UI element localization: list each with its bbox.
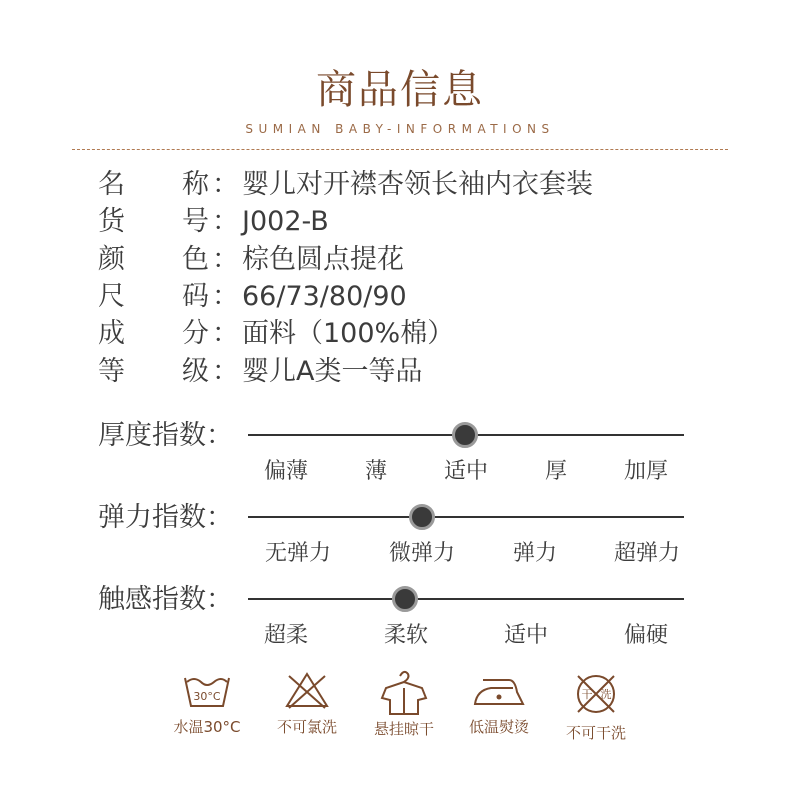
care-hang-dry (349, 668, 459, 739)
info-value: 66/73/80/90 (242, 281, 407, 312)
touch-scale-track (248, 598, 684, 600)
care-label: 不可干洗 (565, 724, 626, 742)
no-bleach-icon (281, 668, 333, 712)
info-value: 婴儿A类一等品 (242, 356, 423, 387)
thickness-option: 适中 (443, 459, 489, 484)
touch-option: 适中 (503, 623, 549, 648)
info-key-char: 名 (98, 169, 125, 200)
info-key-char: 货 (98, 206, 125, 237)
touch-option: 超柔 (263, 623, 309, 648)
info-key-char: 级 (182, 356, 209, 387)
no-dry-clean-icon (570, 668, 622, 718)
thickness-option: 加厚 (623, 459, 669, 484)
info-colon: ： (212, 356, 239, 387)
wash-temp-text: 30°C (193, 690, 221, 703)
care-label: 悬挂晾干 (373, 720, 434, 738)
info-key-char: 成 (98, 318, 125, 349)
care-label: 低温熨烫 (468, 718, 529, 736)
care-wash-30 (152, 668, 262, 737)
thickness-option: 厚 (544, 459, 568, 484)
low-iron-icon (469, 668, 529, 712)
info-key-char: 尺 (98, 281, 125, 312)
info-value: J002-B (242, 206, 329, 237)
info-key-char: 号 (182, 206, 209, 237)
info-key-char: 称 (182, 169, 209, 200)
elasticity-option: 无弹力 (264, 541, 332, 566)
elasticity-option: 超弹力 (613, 541, 681, 566)
info-colon: ： (212, 169, 239, 200)
care-no-dry-clean (541, 668, 651, 743)
care-label: 水温30°C (173, 718, 241, 736)
touch-option: 柔软 (383, 623, 429, 648)
wash-30-icon (181, 668, 233, 712)
elasticity-scale-track (248, 516, 684, 518)
touch-scale-label: 触感指数： (98, 584, 233, 615)
page-subtitle: SUMIAN BABY-INFORMATIONS (245, 122, 555, 136)
info-colon: ： (212, 244, 239, 275)
care-low-iron (444, 668, 554, 737)
dry-clean-char: 洗 (600, 688, 612, 701)
thickness-scale-knob (452, 422, 478, 448)
care-label: 不可氯洗 (276, 718, 337, 736)
thickness-option: 偏薄 (263, 459, 309, 484)
hang-dry-icon (378, 668, 430, 718)
info-colon: ： (212, 318, 239, 349)
info-colon: ： (212, 281, 239, 312)
info-key-char: 色 (182, 244, 209, 275)
info-value: 棕色圆点提花 (242, 244, 404, 275)
elasticity-scale-knob (409, 504, 435, 530)
care-no-bleach (252, 668, 362, 737)
info-key-char: 等 (98, 356, 125, 387)
info-value: 面料（100%棉） (242, 318, 455, 349)
info-key-char: 颜 (98, 244, 125, 275)
elasticity-option: 弹力 (512, 541, 558, 566)
touch-option: 偏硬 (623, 623, 669, 648)
thickness-scale-label: 厚度指数： (98, 420, 233, 451)
info-colon: ： (212, 206, 239, 237)
dashed-divider (72, 149, 728, 150)
elasticity-scale-label: 弹力指数： (98, 502, 233, 533)
elasticity-option: 微弹力 (388, 541, 456, 566)
info-key-char: 分 (182, 318, 209, 349)
touch-scale-knob (392, 586, 418, 612)
info-key-char: 码 (182, 281, 209, 312)
info-value: 婴儿对开襟杏领长袖内衣套装 (242, 169, 593, 200)
dry-clean-char: 干 (581, 688, 593, 701)
page-title: 商品信息 (316, 67, 484, 113)
thickness-option: 薄 (364, 459, 388, 484)
